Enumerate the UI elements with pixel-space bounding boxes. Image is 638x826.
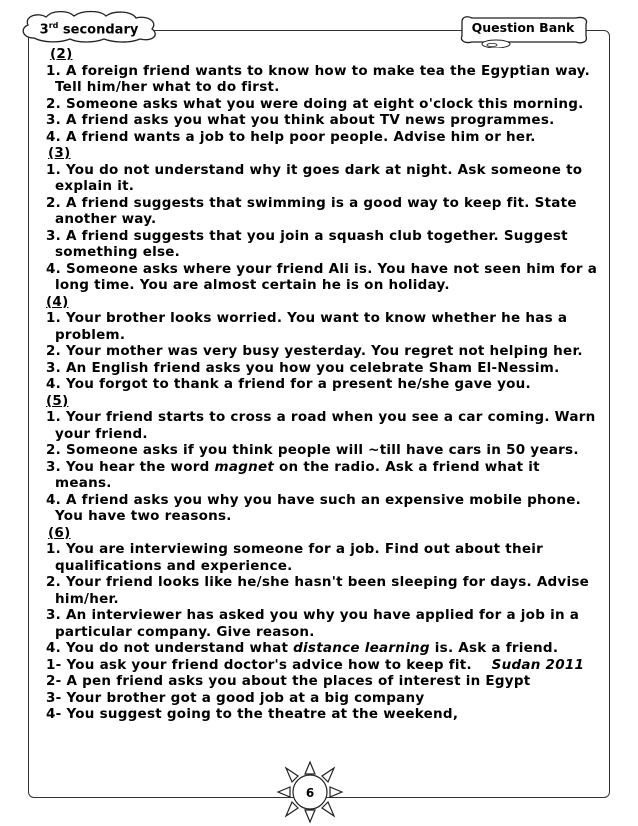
question-item: 4- You suggest going to the theatre at the weekend,	[46, 706, 459, 722]
question-item: 3. An interviewer has asked you why you have applied for a job in a	[46, 607, 580, 623]
question-item: 2. Someone asks what you were doing at eight o'clock this morning.	[46, 95, 584, 112]
question-item: 4. You forgot to thank a friend for a present he/she gave you.	[46, 376, 531, 392]
question-item: 2. A friend suggests that swimming is a good way to keep fit. State	[46, 194, 577, 211]
section-heading: (3)	[48, 145, 71, 161]
question-item: 1. A foreign friend wants to know how to make tea the Egyptian way.	[46, 62, 590, 79]
page-number-sun	[274, 760, 346, 824]
question-continuation: particular company. Give reason.	[55, 623, 315, 640]
question-continuation: qualifications and experience.	[55, 557, 293, 574]
question-continuation: another way.	[55, 211, 157, 227]
header-title-cloud	[452, 12, 594, 48]
question-continuation: You have two reasons.	[55, 508, 232, 524]
question-continuation: explain it.	[55, 178, 135, 194]
question-continuation: long time. You are almost certain he is on holiday.	[55, 277, 450, 293]
question-item: 1. Your friend starts to cross a road when you see a car coming. Warn	[46, 409, 596, 425]
question-item: 2. Your mother was very busy yesterday. You regret not helping her.	[46, 343, 583, 359]
question-item: 3. An English friend asks you how you celebrate Sham El-Nessim.	[46, 359, 560, 376]
page-number: 6	[305, 786, 315, 800]
question-item: 3- Your brother got a good job at a big company	[46, 689, 425, 706]
question-item: 4. You do not understand what distance learning is. Ask a friend.	[46, 640, 559, 656]
question-continuation: him/her.	[55, 590, 119, 607]
questions-list	[46, 46, 596, 723]
section-heading: (4)	[46, 293, 69, 310]
question-item: 1- You ask your friend doctor's advice how to keep fit. Sudan 2011	[46, 656, 585, 673]
question-item: 2. Your friend looks like he/she hasn't been sleeping for days. Advise	[46, 574, 590, 590]
question-item: 2. Someone asks if you think people will ~till have cars in 50 years.	[46, 442, 579, 458]
question-item: 4. Someone asks where your friend Ali is. You have not seen him for a	[46, 260, 598, 277]
question-item: 1. You are interviewing someone for a job. Find out about their	[46, 541, 544, 557]
question-item: 3. A friend suggests that you join a squash club together. Suggest	[46, 227, 568, 244]
section-heading: (6)	[48, 524, 71, 541]
question-bank-label: Question Bank	[471, 20, 575, 35]
question-item: 3. You hear the word magnet on the radio. Ask a friend what it	[46, 458, 540, 475]
question-item: 4. A friend asks you why you have such an expensive mobile phone.	[46, 491, 582, 508]
question-item: 1. Your brother looks worried. You want to know whether he has a	[46, 310, 568, 326]
grade-label: 3rd secondary	[39, 21, 139, 38]
question-continuation: problem.	[55, 326, 126, 343]
question-continuation: something else.	[55, 244, 181, 260]
question-item: 3. A friend asks you what you think about TV news programmes.	[46, 112, 555, 128]
question-continuation: Tell him/her what to do first.	[55, 79, 280, 95]
question-continuation: means.	[55, 475, 112, 491]
question-item: 2- A pen friend asks you about the places of interest in Egypt	[46, 673, 531, 689]
header-grade-cloud	[16, 8, 162, 44]
section-heading: (2)	[50, 46, 73, 62]
question-continuation: your friend.	[55, 425, 148, 442]
section-heading: (5)	[46, 392, 69, 409]
question-item: 4. A friend wants a job to help poor people. Advise him or her.	[46, 128, 536, 145]
question-item: 1. You do not understand why it goes dark at night. Ask someone to	[46, 161, 583, 178]
